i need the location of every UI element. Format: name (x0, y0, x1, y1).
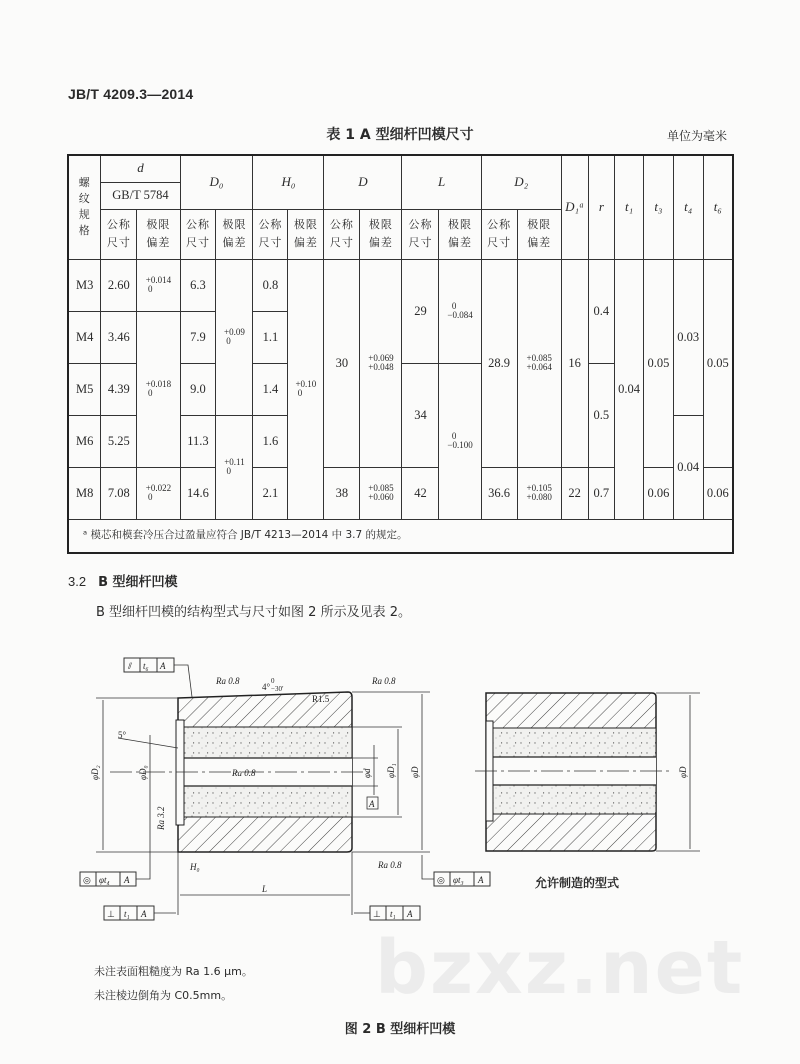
cell-t4: 0.03 (673, 259, 703, 415)
gdt-frame-coax-right (422, 855, 490, 886)
header-tolerance: 极限偏差 (216, 209, 253, 259)
svg-text:t₁: t₁ (390, 909, 396, 919)
dimension-table (67, 154, 734, 554)
cell-D0-nominal: 7.9 (180, 311, 216, 363)
cell-D-tolerance: +0.069 +0.048 (360, 259, 402, 467)
cell-spec: M3 (68, 259, 101, 311)
svg-text:A: A (124, 875, 130, 885)
header-t6: t₆ (703, 155, 733, 259)
svg-text:◎: ◎ (437, 875, 445, 885)
cell-D2-nominal: 36.6 (481, 467, 517, 519)
header-tolerance: 极限偏差 (137, 209, 180, 259)
cell-D0-tolerance: +0.09 0 (216, 259, 253, 415)
cell-H0-nominal: 1.6 (253, 415, 288, 467)
cell-L-tolerance: 0 −0.084 (439, 259, 481, 363)
header-nominal: 公称尺寸 (402, 209, 439, 259)
cell-L-nominal: 29 (402, 259, 439, 363)
header-nominal: 公称尺寸 (180, 209, 216, 259)
figure-2-drawing (60, 640, 760, 930)
cell-d-nominal: 5.25 (101, 415, 137, 467)
cell-t1: 0.04 (615, 259, 644, 519)
svg-text:φt₄: φt₄ (99, 875, 110, 885)
cell-D0-nominal: 6.3 (180, 259, 216, 311)
cell-D2-nominal: 28.9 (481, 259, 517, 467)
svg-text:φD₂: φD₂ (90, 765, 100, 780)
cell-D1: 22 (561, 467, 588, 519)
cell-d-tolerance: +0.018 0 (137, 311, 180, 467)
cell-H0-nominal: 1.1 (253, 311, 288, 363)
header-D0: D₀ (180, 155, 253, 209)
cell-D-tolerance: +0.085 +0.060 (360, 467, 402, 519)
header-D: D (324, 155, 402, 209)
cell-H0-nominal: 0.8 (253, 259, 288, 311)
cell-H0-nominal: 2.1 (253, 467, 288, 519)
svg-text:Ra 0.8: Ra 0.8 (216, 676, 240, 686)
svg-text:H₀: H₀ (190, 862, 200, 872)
cell-spec: M5 (68, 363, 101, 415)
svg-text:R1.5: R1.5 (312, 694, 330, 704)
header-t4: t₄ (673, 155, 703, 259)
section-paragraph: B 型细杆凹模的结构型式与尺寸如图 2 所示及见表 2。 (96, 605, 411, 620)
cell-r: 0.5 (588, 363, 615, 467)
cell-D2-tolerance: +0.105 +0.080 (517, 467, 561, 519)
header-tolerance: 极限偏差 (439, 209, 481, 259)
svg-text:φD₀: φD₀ (138, 765, 148, 780)
svg-text:A: A (369, 799, 375, 809)
header-d-standard: GB/T 5784 (101, 182, 180, 209)
svg-text:0: 0 (271, 677, 275, 685)
note-chamfer: 未注棱边倒角为 C0.5mm。 (94, 989, 233, 1002)
header-spec: 螺纹规格 (68, 155, 101, 259)
table-title: 表 1 A 型细杆凹模尺寸 (326, 127, 474, 143)
alternative-form-caption: 允许制造的型式 (535, 876, 620, 890)
svg-text:t₁: t₁ (124, 909, 130, 919)
header-t3: t₃ (643, 155, 673, 259)
svg-text:⊥: ⊥ (373, 909, 381, 919)
svg-text:φt₃: φt₃ (453, 875, 464, 885)
cell-D-nominal: 38 (324, 467, 360, 519)
cell-D0-nominal: 14.6 (180, 467, 216, 519)
document-id: JB/T 4209.3—2014 (68, 86, 194, 102)
die-section-alternative (475, 693, 700, 851)
svg-text:⫽: ⫽ (128, 661, 133, 671)
cell-D2-tolerance: +0.085 +0.064 (517, 259, 561, 467)
svg-text:−30′: −30′ (271, 685, 284, 693)
cell-D0-tolerance: +0.11 0 (216, 415, 253, 519)
cell-spec: M6 (68, 415, 101, 467)
header-tolerance: 极限偏差 (517, 209, 561, 259)
cell-r: 0.7 (588, 467, 615, 519)
svg-text:φD₁: φD₁ (386, 763, 396, 778)
gdt-frame-coax-left (80, 810, 150, 886)
svg-text:4°: 4° (262, 682, 271, 692)
header-d: d (101, 155, 180, 182)
svg-text:L: L (262, 884, 268, 894)
cell-D0-nominal: 11.3 (180, 415, 216, 467)
svg-text:A: A (160, 661, 166, 671)
svg-text:⊥: ⊥ (107, 909, 115, 919)
header-t1: t₁ (615, 155, 644, 259)
svg-text:◎: ◎ (83, 875, 91, 885)
header-nominal: 公称尺寸 (324, 209, 360, 259)
gdt-frame-perp-right (354, 906, 420, 920)
cell-t3: 0.06 (643, 467, 673, 519)
cell-D1: 16 (561, 259, 588, 467)
cell-d-tolerance: +0.014 0 (137, 259, 180, 311)
svg-text:A: A (478, 875, 484, 885)
table-row-m3 (68, 259, 733, 311)
svg-text:Ra 3.2: Ra 3.2 (156, 806, 166, 830)
cell-spec: M4 (68, 311, 101, 363)
header-nominal: 公称尺寸 (253, 209, 288, 259)
cell-L-nominal: 42 (402, 467, 439, 519)
header-r: r (588, 155, 615, 259)
cell-t4: 0.04 (673, 415, 703, 519)
header-H0: H₀ (253, 155, 324, 209)
cell-d-tolerance: +0.022 0 (137, 467, 180, 519)
header-nominal: 公称尺寸 (481, 209, 517, 259)
cell-spec: M8 (68, 467, 101, 519)
gdt-frame-perp-left (104, 906, 176, 920)
cell-L-nominal: 34 (402, 363, 439, 467)
header-D2: D₂ (481, 155, 561, 209)
table-unit: 单位为毫米 (666, 129, 727, 143)
svg-text:Ra 0.8: Ra 0.8 (232, 768, 256, 778)
note-roughness: 未注表面粗糙度为 Ra 1.6 μm。 (94, 965, 253, 978)
svg-text:φD: φD (410, 766, 420, 778)
header-L: L (402, 155, 481, 209)
svg-text:t₆: t₆ (143, 661, 149, 671)
header-tolerance: 极限偏差 (288, 209, 324, 259)
cell-L-tolerance: 0 −0.100 (439, 363, 481, 519)
svg-text:φD: φD (678, 766, 688, 778)
cell-D-nominal: 30 (324, 259, 360, 467)
svg-text:Ra 0.8: Ra 0.8 (378, 860, 402, 870)
cell-H0-tolerance: +0.10 0 (288, 259, 324, 519)
cell-d-nominal: 2.60 (101, 259, 137, 311)
header-nominal: 公称尺寸 (101, 209, 137, 259)
figure-caption: 图 2 B 型细杆凹模 (344, 1022, 456, 1037)
cell-H0-nominal: 1.4 (253, 363, 288, 415)
cell-t6: 0.05 (703, 259, 733, 467)
cell-d-nominal: 7.08 (101, 467, 137, 519)
cell-D0-nominal: 9.0 (180, 363, 216, 415)
header-tolerance: 极限偏差 (360, 209, 402, 259)
svg-text:Ra 0.8: Ra 0.8 (372, 676, 396, 686)
watermark: bzxz.net (375, 925, 745, 1011)
cell-t6: 0.06 (703, 467, 733, 519)
cell-d-nominal: 4.39 (101, 363, 137, 415)
section-heading: 3.2 B 型细杆凹模 (68, 574, 178, 590)
svg-text:φd: φd (362, 768, 372, 778)
cell-t3: 0.05 (643, 259, 673, 467)
svg-text:A: A (141, 909, 147, 919)
table-footnote: ᵃ 模芯和模套冷压合过盈量应符合 JB/T 4213—2014 中 3.7 的规定。 (68, 519, 733, 553)
svg-text:5°: 5° (118, 730, 127, 740)
cell-d-nominal: 3.46 (101, 311, 137, 363)
cell-r: 0.4 (588, 259, 615, 363)
gdt-frame-top (124, 658, 192, 697)
svg-text:A: A (407, 909, 413, 919)
header-D1: D₁ᵃ (561, 155, 588, 259)
